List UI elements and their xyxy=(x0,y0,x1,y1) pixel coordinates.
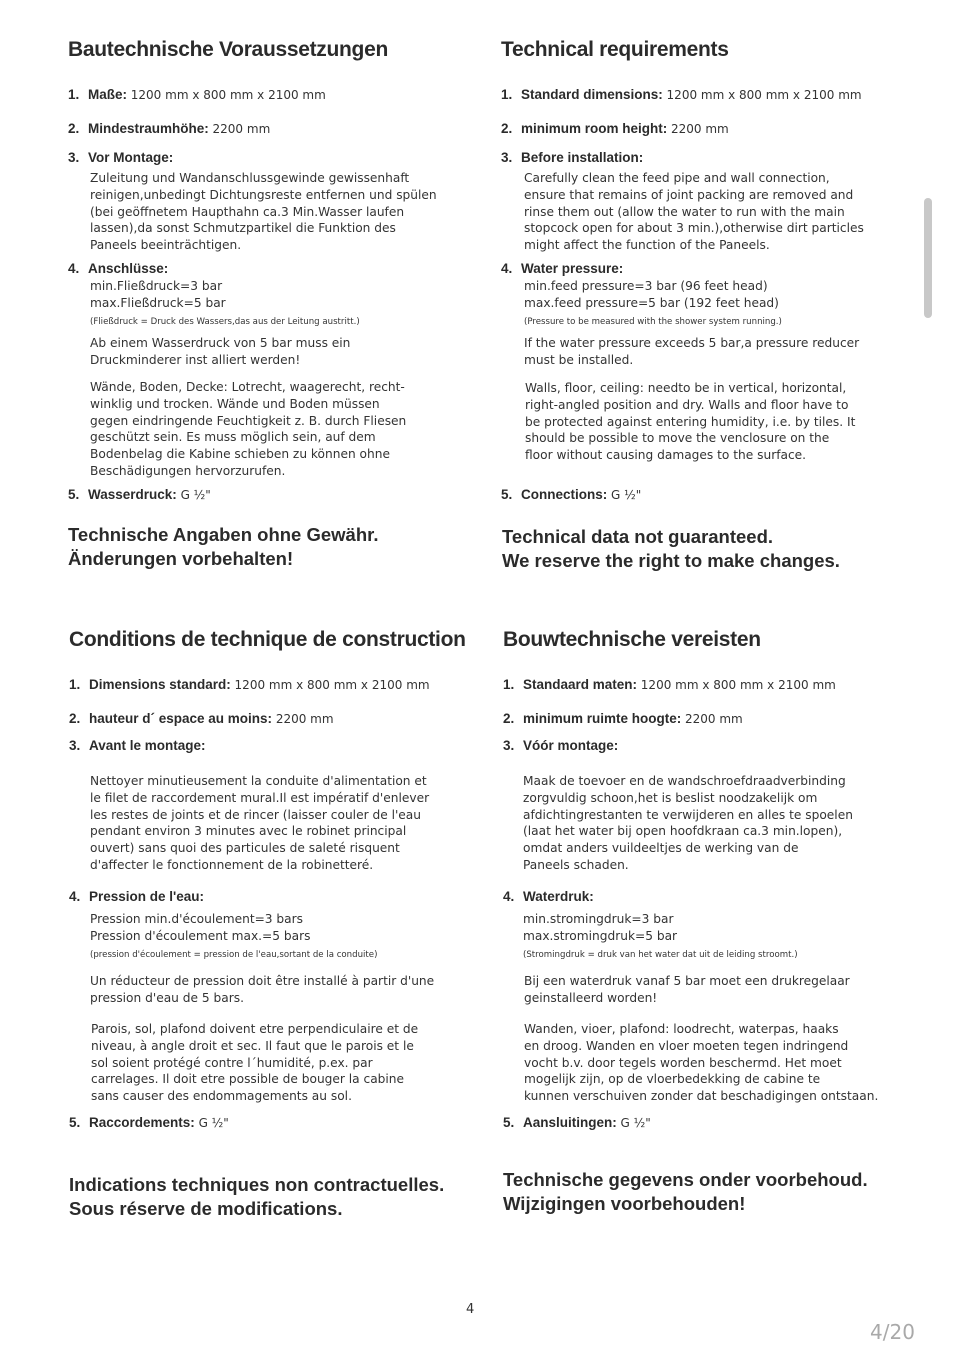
item-connections: 5. Aansluitingen: G ½" xyxy=(503,1115,651,1130)
installation-text: Nettoyer minutieusement la conduite d'alimentation et le filet de raccordement mural.Il est impératif d'enlever les restes de joints et de rincer (laisser couler de l'eau pendant environ 3 minutes avec le robinet principal ouvert) sans quoi des particules de saleté risquent d'affecter le fonctionnement de la robinetteré. xyxy=(90,774,430,872)
item-dimensions: 1. Dimensions standard: 1200 mm x 800 mm x 2100 mm xyxy=(69,677,430,692)
walls-floor-text: Wände, Boden, Decke: Lotrecht, waagerecht, recht- winklig und trocken. Wände und Boden müssen gegen eindringende Feuchtigkeit z. B. durch Fliesen geschützt sein. Es muss möglich sein, auf dem Bodenbelag die Kabine schieben zu können ohne Beschädigungen hervorzurufen. xyxy=(90,380,407,478)
pressure-values: min.stromingdruk=3 bar max.stromingdruk=5 bar xyxy=(523,912,678,943)
item-water-pressure: 4. Water pressure: xyxy=(501,261,624,276)
item-room-height: 2. hauteur d´ espace au moins: 2200 mm xyxy=(69,711,334,726)
item-connections: 5. Raccordements: G ½" xyxy=(69,1115,229,1130)
walls-floor-text: Parois, sol, plafond doivent etre perpendiculaire et de niveau, à angle droit et sec. Il faut que le parois et le sol soient protégé contre l´humidité, p.ex. par carrelages. Il doit etre possible de bouger la cabine sans causer des endommagements au sol. xyxy=(91,1022,419,1104)
pressure-reducer-text: If the water pressure exceeds 5 bar,a pressure reducer must be installed. xyxy=(524,336,860,367)
item-before-installation: 3. Avant le montage: xyxy=(69,738,206,753)
installation-text: Zuleitung und Wandanschlussgewinde gewissenhaft reinigen,unbedingt Dichtungsreste entfernen und spülen (bei geöffnetem Haupthahn ca.3 Min.Wasser laufen lassen),da sonst Schmutzpartikel die Funktion des Paneels beeinträchtigen. xyxy=(90,171,437,253)
pressure-reducer-text: Un réducteur de pression doit être installé à partir d'une pression d'eau de 5 bars. xyxy=(90,974,435,1005)
installation-text: Carefully clean the feed pipe and wall connection, ensure that remains of joint packing are removed and rinse them out (allow the water to run with the main stopcock open for about 3 min.),otherwise dirt particles might affect the function of the Paneels. xyxy=(524,171,864,253)
item-room-height: 2. minimum ruimte hoogte: 2200 mm xyxy=(503,711,743,726)
item-water-pressure: 4. Anschlüsse: xyxy=(68,261,169,276)
pressure-values: min.Fließdruck=3 bar max.Fließdruck=5 bar xyxy=(90,279,226,310)
item-before-installation: 3. Vor Montage: xyxy=(68,150,174,165)
pressure-note: (Stromingdruk = druk van het water dat uit de leiding stroomt.) xyxy=(523,950,798,960)
item-before-installation: 3. Before installation: xyxy=(501,150,644,165)
item-dimensions: 1. Standaard maten: 1200 mm x 800 mm x 2100 mm xyxy=(503,677,836,692)
item-dimensions: 1. Maße: 1200 mm x 800 mm x 2100 mm xyxy=(68,87,326,102)
disclaimer: Technische Angaben ohne Gewähr. Änderungen vorbehalten! xyxy=(68,524,379,569)
item-dimensions: 1. Standard dimensions: 1200 mm x 800 mm x 2100 mm xyxy=(501,87,862,102)
item-room-height: 2. minimum room height: 2200 mm xyxy=(501,121,729,136)
disclaimer: Technical data not guaranteed. We reserve the right to make changes. xyxy=(502,526,840,571)
disclaimer: Technische gegevens onder voorbehoud. Wijzigingen voorbehouden! xyxy=(503,1169,868,1214)
disclaimer: Indications techniques non contractuelles. Sous réserve de modifications. xyxy=(69,1174,445,1219)
section-title: Bautechnische Voraussetzungen xyxy=(68,38,388,61)
page-number: 4 xyxy=(466,1302,475,1317)
item-room-height: 2. Mindestraumhöhe: 2200 mm xyxy=(68,121,271,136)
pressure-note: (Pressure to be measured with the shower system running.) xyxy=(524,317,782,327)
pressure-reducer-text: Ab einem Wasserdruck von 5 bar muss ein Druckminderer inst alliert werden! xyxy=(90,336,351,367)
section-title: Conditions de technique de construction xyxy=(69,628,466,651)
walls-floor-text: Walls, floor, ceiling: needto be in vertical, horizontal, right-angled position and dry. Walls and floor have to be protected against entering humidity, i.e. by tiles. It should be possible to move the venclosure on the floor without causing damages to the surface. xyxy=(525,381,856,463)
pressure-reducer-text: Bij een waterdruk vanaf 5 bar moet een drukregelaar geinstalleerd worden! xyxy=(524,974,850,1005)
pressure-values: Pression min.d'écoulement=3 bars Pression d'écoulement max.=5 bars xyxy=(90,912,311,943)
pressure-values: min.feed pressure=3 bar (96 feet head) max.feed pressure=5 bar (192 feet head) xyxy=(524,279,779,310)
section-title: Bouwtechnische vereisten xyxy=(503,628,761,651)
scrollbar-thumb[interactable] xyxy=(924,198,932,318)
section-title: Technical requirements xyxy=(501,38,729,61)
pressure-note: (Fließdruck = Druck des Wassers,das aus der Leitung austritt.) xyxy=(90,317,360,327)
item-water-pressure: 4. Pression de l'eau: xyxy=(69,889,205,904)
page-counter: 4/20 xyxy=(870,1320,915,1344)
item-water-pressure: 4. Waterdruk: xyxy=(503,889,594,904)
item-connections: 5. Connections: G ½" xyxy=(501,487,642,502)
installation-text: Maak de toevoer en de wandschroefdraadverbinding zorgvuldig schoon,het is beslist noodzakelijk om afdichtingrestanten te verwijderen en alles te spoelen (laat het water bij open hoofdkraan ca.3 min.lopen), omdat anders vuildeeltjes de werking van de Paneels schaden. xyxy=(523,774,853,872)
item-connections: 5. Wasserdruck: G ½" xyxy=(68,487,211,502)
pressure-note: (pression d'écoulement = pression de l'eau,sortant de la conduite) xyxy=(90,950,378,960)
walls-floor-text: Wanden, vioer, plafond: loodrecht, waterpas, haaks en droog. Wanden en vloer moeten tegen indringend vocht b.v. door tegels worden beschermd. Het moet mogelijk zijn, op de vloerbedekking de cabine te kunnen verschuiven zonder dat beschadigingen ontstaan. xyxy=(524,1022,879,1104)
item-before-installation: 3. Vóór montage: xyxy=(503,738,619,753)
